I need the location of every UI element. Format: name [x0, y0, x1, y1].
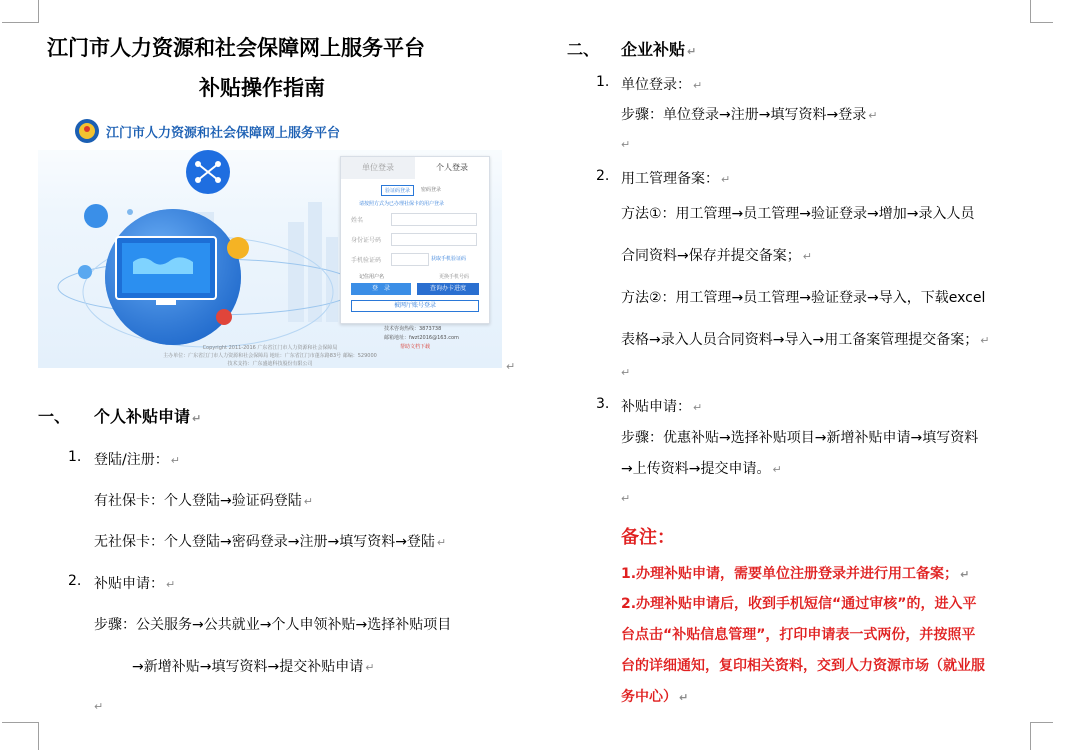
paragraph-mark: ↵: [436, 536, 447, 549]
help-download-link[interactable]: 帮助文档下载: [400, 344, 431, 350]
s1-item1-line1-text: 有社保卡：个人登陆→验证码登陆: [94, 493, 302, 509]
paragraph-mark: ↵: [868, 109, 878, 122]
note-line1: [621, 563, 969, 583]
login-panel: [340, 156, 490, 324]
s1-item2-line2-text: →新增补贴→填写资料→提交补贴申请: [132, 659, 364, 675]
s2-item3-line2-text: →上传资料→提交申请。: [621, 461, 771, 477]
paragraph-mark: ↵: [960, 568, 970, 581]
id-input[interactable]: [391, 233, 477, 246]
remember-checkbox[interactable]: 记住用户名: [359, 274, 385, 280]
s1-item1-number: 1.: [68, 449, 82, 465]
support-email: 邮箱地址：fwzt2016@163.com: [384, 335, 459, 341]
note-line4: 台的详细通知，复印相关资料，交到人力资源市场（就业服: [621, 658, 985, 674]
s2-item2-line1: 方法①：用工管理→员工管理→验证登录→增加→录入人员: [621, 206, 975, 222]
section2-heading-text: 企业补贴: [621, 40, 686, 59]
portal-support: 技术支持：广东盛迪科技股份有限公司: [227, 361, 313, 367]
paragraph-mark: ↵: [772, 463, 782, 476]
s2-item3: [621, 396, 702, 416]
s2-item1-text: 单位登录：: [621, 77, 691, 93]
section1-heading: [94, 404, 201, 427]
s2-item1-line1: [621, 104, 877, 124]
paragraph-mark: ↵: [94, 700, 104, 713]
s2-item3-line1: 步骤：优惠补贴→选择补贴项目→新增补贴申请→填写资料: [621, 430, 979, 446]
s2-item1-number: 1.: [596, 74, 610, 90]
section1-number: 一、: [38, 407, 71, 426]
note-line1-text: 1.办理补贴申请，需要单位注册登录并进行用工备案；: [621, 566, 959, 582]
paragraph-mark: ↵: [506, 360, 516, 373]
s2-item2-number: 2.: [596, 168, 610, 184]
login-button[interactable]: 登 录: [351, 283, 411, 295]
section2-number: 二、: [567, 40, 600, 59]
crop-mark-bottom-right: [1030, 722, 1053, 750]
get-code-link[interactable]: 获取手机验证码: [431, 256, 467, 262]
s1-item2-text: 补贴申请：: [94, 576, 164, 592]
paragraph-mark: ↵: [687, 45, 697, 58]
paragraph-mark: ↵: [693, 79, 703, 92]
paragraph-mark: ↵: [621, 492, 631, 505]
portal-screenshot: [38, 112, 502, 368]
portal-title: 江门市人力资源和社会保障网上服务平台: [106, 126, 341, 141]
paragraph-mark: ↵: [166, 578, 176, 591]
s1-item1-text: 登陆/注册：: [94, 452, 169, 468]
portal-host: 主办单位：广东省江门市人力资源和社会保障局 地址：广东省江门市蓬东路83号 邮编：529000: [163, 353, 377, 359]
paragraph-mark: ↵: [365, 661, 375, 674]
query-progress-button[interactable]: 查询办卡进度: [417, 283, 479, 295]
hall-login-button[interactable]: 被网厅账号登录: [351, 300, 479, 312]
doc-title-line2: 补贴操作指南: [199, 75, 325, 100]
s1-item2-line1: 步骤：公关服务→公共就业→个人申领补贴→选择补贴项目: [94, 617, 452, 633]
s1-item2: [94, 573, 175, 593]
crop-mark-top-left: [2, 0, 39, 23]
note-line3: 台点击“补贴信息管理”，打印申请表一式两份，并按照平: [621, 627, 976, 643]
crop-mark-bottom-left: [2, 722, 39, 750]
s1-item1-line2-text: 无社保卡：个人登陆→密码登录→注册→填写资料→登陆: [94, 534, 435, 550]
crop-mark-top-right: [1030, 0, 1053, 23]
tech-hotline: 技术咨询热线：3873738: [384, 326, 442, 332]
s2-item2-line4: [621, 329, 989, 349]
name-label: 姓名: [351, 217, 364, 224]
section1-heading-text: 个人补贴申请: [94, 407, 191, 426]
note-heading: 备注：: [621, 527, 675, 548]
s1-item1-line2: [94, 531, 446, 551]
tab-personal-login[interactable]: 个人登录: [436, 163, 468, 172]
paragraph-mark: ↵: [693, 401, 703, 414]
s1-item2-line2: [132, 656, 374, 676]
portal-copyright: Copyright 2011-2016 广东省江门市人力资源和社会保障局: [202, 345, 338, 351]
s2-item2-line2: [621, 245, 812, 265]
s2-item3-line2: [621, 458, 782, 478]
s2-item2-text: 用工管理备案：: [621, 171, 719, 187]
s2-item1-line1-text: 步骤：单位登录→注册→填写资料→登录: [621, 107, 867, 123]
name-input[interactable]: [391, 213, 477, 226]
s2-item2-line4-text: 表格→录入人员合同资料→导入→用工备案管理提交备案；: [621, 332, 979, 348]
note-line2: 2.办理补贴申请后，收到手机短信“通过审核”的，进入平: [621, 596, 977, 612]
s1-item2-number: 2.: [68, 573, 82, 589]
phone-code-input[interactable]: [391, 253, 429, 266]
paragraph-mark: ↵: [980, 334, 990, 347]
s2-item2: [621, 168, 730, 188]
paragraph-mark: ↵: [621, 366, 631, 379]
paragraph-mark: ↵: [303, 495, 313, 508]
change-phone-link[interactable]: 更换手机号码: [439, 274, 470, 280]
s1-item1-line1: [94, 490, 313, 510]
doc-title-line1: 江门市人力资源和社会保障网上服务平台: [47, 35, 425, 60]
s2-item2-line2-text: 合同资料→保存并提交备案；: [621, 248, 801, 264]
section2-heading: [621, 37, 696, 60]
tab-unit-login[interactable]: 单位登录: [341, 157, 415, 179]
s2-item3-number: 3.: [596, 396, 610, 412]
id-label: 身份证号码: [351, 237, 382, 244]
paragraph-mark: ↵: [802, 250, 812, 263]
note-line5: [621, 686, 688, 706]
s2-item1: [621, 74, 702, 94]
s1-item1: [94, 449, 180, 469]
s2-item3-text: 补贴申请：: [621, 399, 691, 415]
paragraph-mark: ↵: [192, 412, 202, 425]
s2-item2-line3: 方法②：用工管理→员工管理→验证登录→导入，下载excel: [621, 290, 986, 306]
phone-code-label: 手机验证码: [351, 257, 382, 264]
paragraph-mark: ↵: [621, 138, 631, 151]
login-hint: 请按照方式为已办理社保卡的用户登录: [359, 201, 445, 207]
note-line5-text: 务中心）: [621, 689, 677, 705]
paragraph-mark: ↵: [170, 454, 180, 467]
subtab-password-login[interactable]: 密码登录: [421, 187, 442, 193]
paragraph-mark: ↵: [721, 173, 731, 186]
paragraph-mark: ↵: [679, 691, 689, 704]
subtab-code-login[interactable]: 验证码登录: [381, 185, 414, 196]
